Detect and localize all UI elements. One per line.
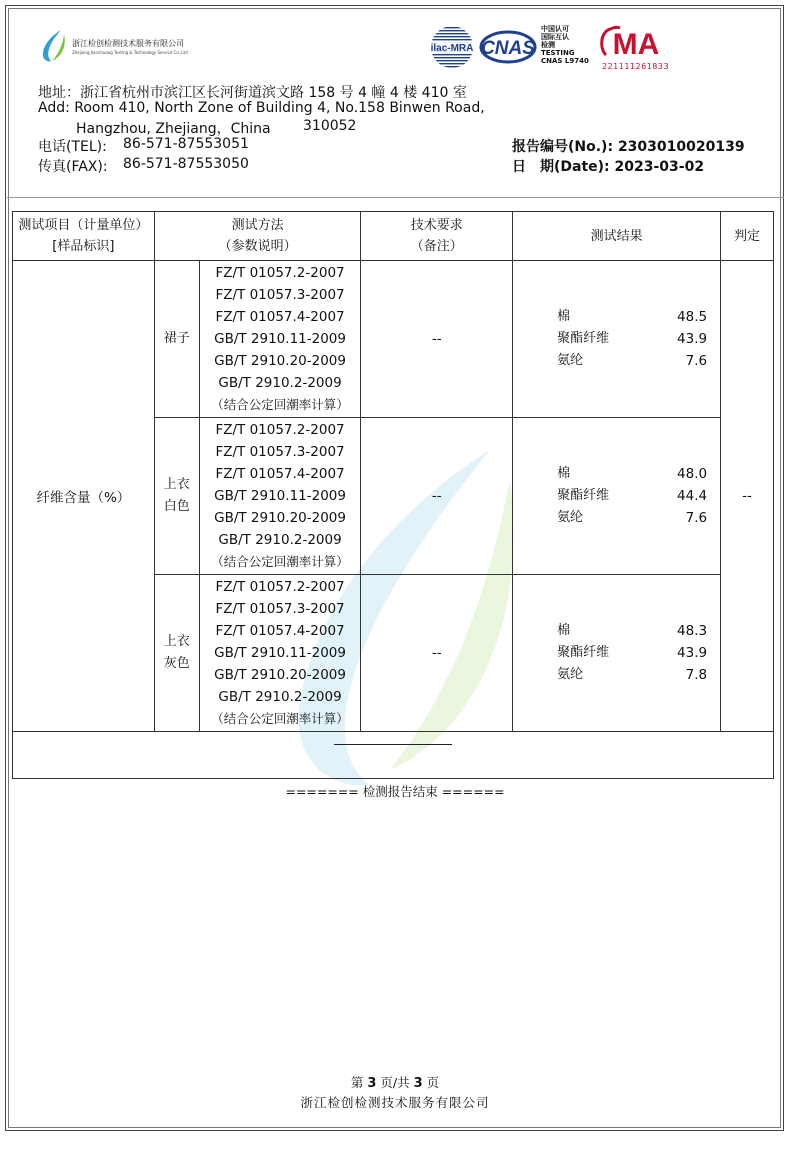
method-standard: GB/T 2910.2-2009 — [218, 689, 342, 705]
header-item-line1: 测试项目（计量单位） — [18, 218, 149, 233]
sample-name-line2: 灰色 — [163, 656, 190, 671]
fiber-value: 48.5 — [677, 309, 708, 325]
page-mid: 页/共 — [380, 1075, 410, 1090]
result-row — [557, 350, 720, 372]
method-standard: FZ/T 01057.3-2007 — [215, 601, 345, 617]
company-name-en: Zhejiang Jianchuang Testing & Technology Service Co.,Ltd — [72, 50, 188, 55]
requirement-cell: -- — [361, 418, 513, 575]
header-judge: 判定 — [721, 212, 774, 261]
header-requirement — [361, 212, 513, 261]
page-total: 3 — [413, 1076, 423, 1091]
method-note: （结合公定回潮率计算） — [211, 397, 349, 412]
method-cell — [199, 261, 361, 418]
fax-label: 传真(FAX): — [38, 159, 108, 175]
method-standard: GB/T 2910.11-2009 — [214, 645, 346, 661]
method-standard: FZ/T 01057.3-2007 — [215, 444, 345, 460]
method-note: （结合公定回潮率计算） — [211, 711, 349, 726]
tel-label: 电话(TEL): — [38, 139, 107, 155]
fiber-value: 7.6 — [685, 353, 708, 369]
result-cell — [513, 261, 721, 418]
fiber-value: 43.9 — [677, 645, 708, 661]
fiber-value: 48.3 — [677, 623, 708, 639]
result-row — [557, 485, 720, 507]
cma-number: 221111261833 — [602, 62, 670, 71]
page-number — [0, 1073, 790, 1091]
result-row — [557, 620, 720, 642]
cnas-text-line: TESTING — [541, 49, 575, 57]
page-current: 3 — [367, 1076, 377, 1091]
report-number-value: 2303010020139 — [617, 139, 745, 155]
header-result: 测试结果 — [513, 212, 721, 261]
result-cell — [513, 418, 721, 575]
fiber-name: 氨纶 — [557, 353, 584, 368]
fiber-name: 聚酯纤维 — [557, 488, 610, 503]
company-logo-icon — [36, 28, 70, 62]
fiber-name: 棉 — [557, 623, 571, 638]
method-standard: GB/T 2910.2-2009 — [218, 532, 342, 548]
ilac-label: ilac-MRA — [430, 43, 474, 54]
report-date-label: 日 期(Date): — [512, 159, 610, 175]
header-divider — [7, 197, 784, 198]
cnas-accreditation-text — [541, 25, 589, 65]
fiber-value: 48.0 — [677, 466, 708, 482]
header-item — [13, 212, 155, 261]
fiber-name: 棉 — [557, 466, 571, 481]
header-method — [154, 212, 361, 261]
cnas-text-line: 中国认可 — [541, 25, 569, 33]
header-req-line2: （备注） — [410, 239, 463, 254]
fiber-value: 44.4 — [677, 488, 708, 504]
fiber-name: 氨纶 — [557, 667, 584, 682]
fiber-value: 43.9 — [677, 331, 708, 347]
method-standard: FZ/T 01057.2-2007 — [215, 422, 345, 438]
sample-name-line1: 裙子 — [163, 331, 190, 346]
requirement-cell: -- — [361, 575, 513, 732]
sample-name-line1: 上衣 — [163, 477, 190, 492]
method-standard: GB/T 2910.20-2009 — [214, 510, 346, 526]
address-en-line1: Add: Room 410, North Zone of Building 4, No.158 Binwen Road, — [38, 100, 485, 116]
result-row — [557, 463, 720, 485]
report-date — [512, 156, 704, 176]
ilac-mra-logo-icon — [426, 24, 478, 72]
signature-underline — [334, 744, 452, 745]
sample-name — [154, 575, 199, 732]
method-note: （结合公定回潮率计算） — [211, 554, 349, 569]
blank-cell — [13, 732, 774, 779]
cnas-label: CNAS — [481, 38, 535, 59]
tel-value: 86-571-87553051 — [123, 136, 249, 152]
cnas-logo-icon — [479, 30, 537, 64]
method-standard: FZ/T 01057.4-2007 — [215, 309, 345, 325]
sample-name — [154, 261, 199, 418]
report-date-value: 2023-03-02 — [614, 159, 705, 175]
table-header-row — [13, 212, 774, 261]
sample-name-line2: 白色 — [163, 499, 190, 514]
result-row — [557, 642, 720, 664]
header-method-line1: 测试方法 — [231, 218, 284, 233]
result-row — [557, 507, 720, 529]
cnas-text-line: CNAS L9740 — [541, 57, 589, 65]
judge-cell: -- — [721, 261, 774, 732]
address-cn: 地址：浙江省杭州市滨江区长河街道滨文路 158 号 4 幢 4 楼 410 室 — [38, 85, 467, 101]
cnas-text-line: 检测 — [541, 41, 555, 49]
address-en-city: Hangzhou, Zhejiang，China — [76, 121, 271, 137]
method-standard: FZ/T 01057.4-2007 — [215, 466, 345, 482]
method-standard: FZ/T 01057.3-2007 — [215, 287, 345, 303]
method-standard: GB/T 2910.11-2009 — [214, 488, 346, 504]
report-number-label: 报告编号(No.): — [512, 139, 614, 155]
results-table — [12, 211, 774, 779]
result-cell — [513, 575, 721, 732]
fiber-name: 聚酯纤维 — [557, 645, 610, 660]
requirement-cell: -- — [361, 261, 513, 418]
method-standard: GB/T 2910.2-2009 — [218, 375, 342, 391]
fiber-value: 7.8 — [685, 667, 708, 683]
method-standard: GB/T 2910.20-2009 — [214, 667, 346, 683]
method-standard: FZ/T 01057.2-2007 — [215, 265, 345, 281]
fiber-name: 氨纶 — [557, 510, 584, 525]
header-method-line2: （参数说明） — [218, 239, 297, 254]
address-en-zip: 310052 — [303, 118, 357, 134]
report-number — [512, 136, 745, 156]
table-row — [13, 261, 774, 418]
header-req-line1: 技术要求 — [410, 218, 463, 233]
header-item-line2: [样品标识] — [52, 239, 115, 254]
method-standard: FZ/T 01057.4-2007 — [215, 623, 345, 639]
page-suffix: 页 — [426, 1075, 440, 1090]
footer-company-name: 浙江检创检测技术服务有限公司 — [300, 1095, 490, 1110]
sample-name-line1: 上衣 — [163, 634, 190, 649]
cma-logo-icon — [598, 25, 664, 61]
table-blank-row — [13, 732, 774, 779]
method-cell — [199, 575, 361, 732]
result-row — [557, 664, 720, 686]
report-end-text: ======= 检测报告结束 ====== — [285, 784, 505, 799]
ma-label: MA — [612, 28, 660, 61]
fiber-name: 聚酯纤维 — [557, 331, 610, 346]
page-prefix: 第 — [350, 1075, 364, 1090]
cnas-text-line: 国际互认 — [541, 33, 569, 41]
fiber-value: 7.6 — [685, 510, 708, 526]
sample-name — [154, 418, 199, 575]
method-standard: FZ/T 01057.2-2007 — [215, 579, 345, 595]
result-row — [557, 328, 720, 350]
method-standard: GB/T 2910.11-2009 — [214, 331, 346, 347]
fiber-name: 棉 — [557, 309, 571, 324]
fax-value: 86-571-87553050 — [123, 156, 249, 172]
result-row — [557, 306, 720, 328]
test-item-cell: 纤维含量（%） — [13, 261, 155, 732]
company-name-cn: 浙江检创检测技术服务有限公司 — [72, 39, 184, 48]
method-cell — [199, 418, 361, 575]
method-standard: GB/T 2910.20-2009 — [214, 353, 346, 369]
